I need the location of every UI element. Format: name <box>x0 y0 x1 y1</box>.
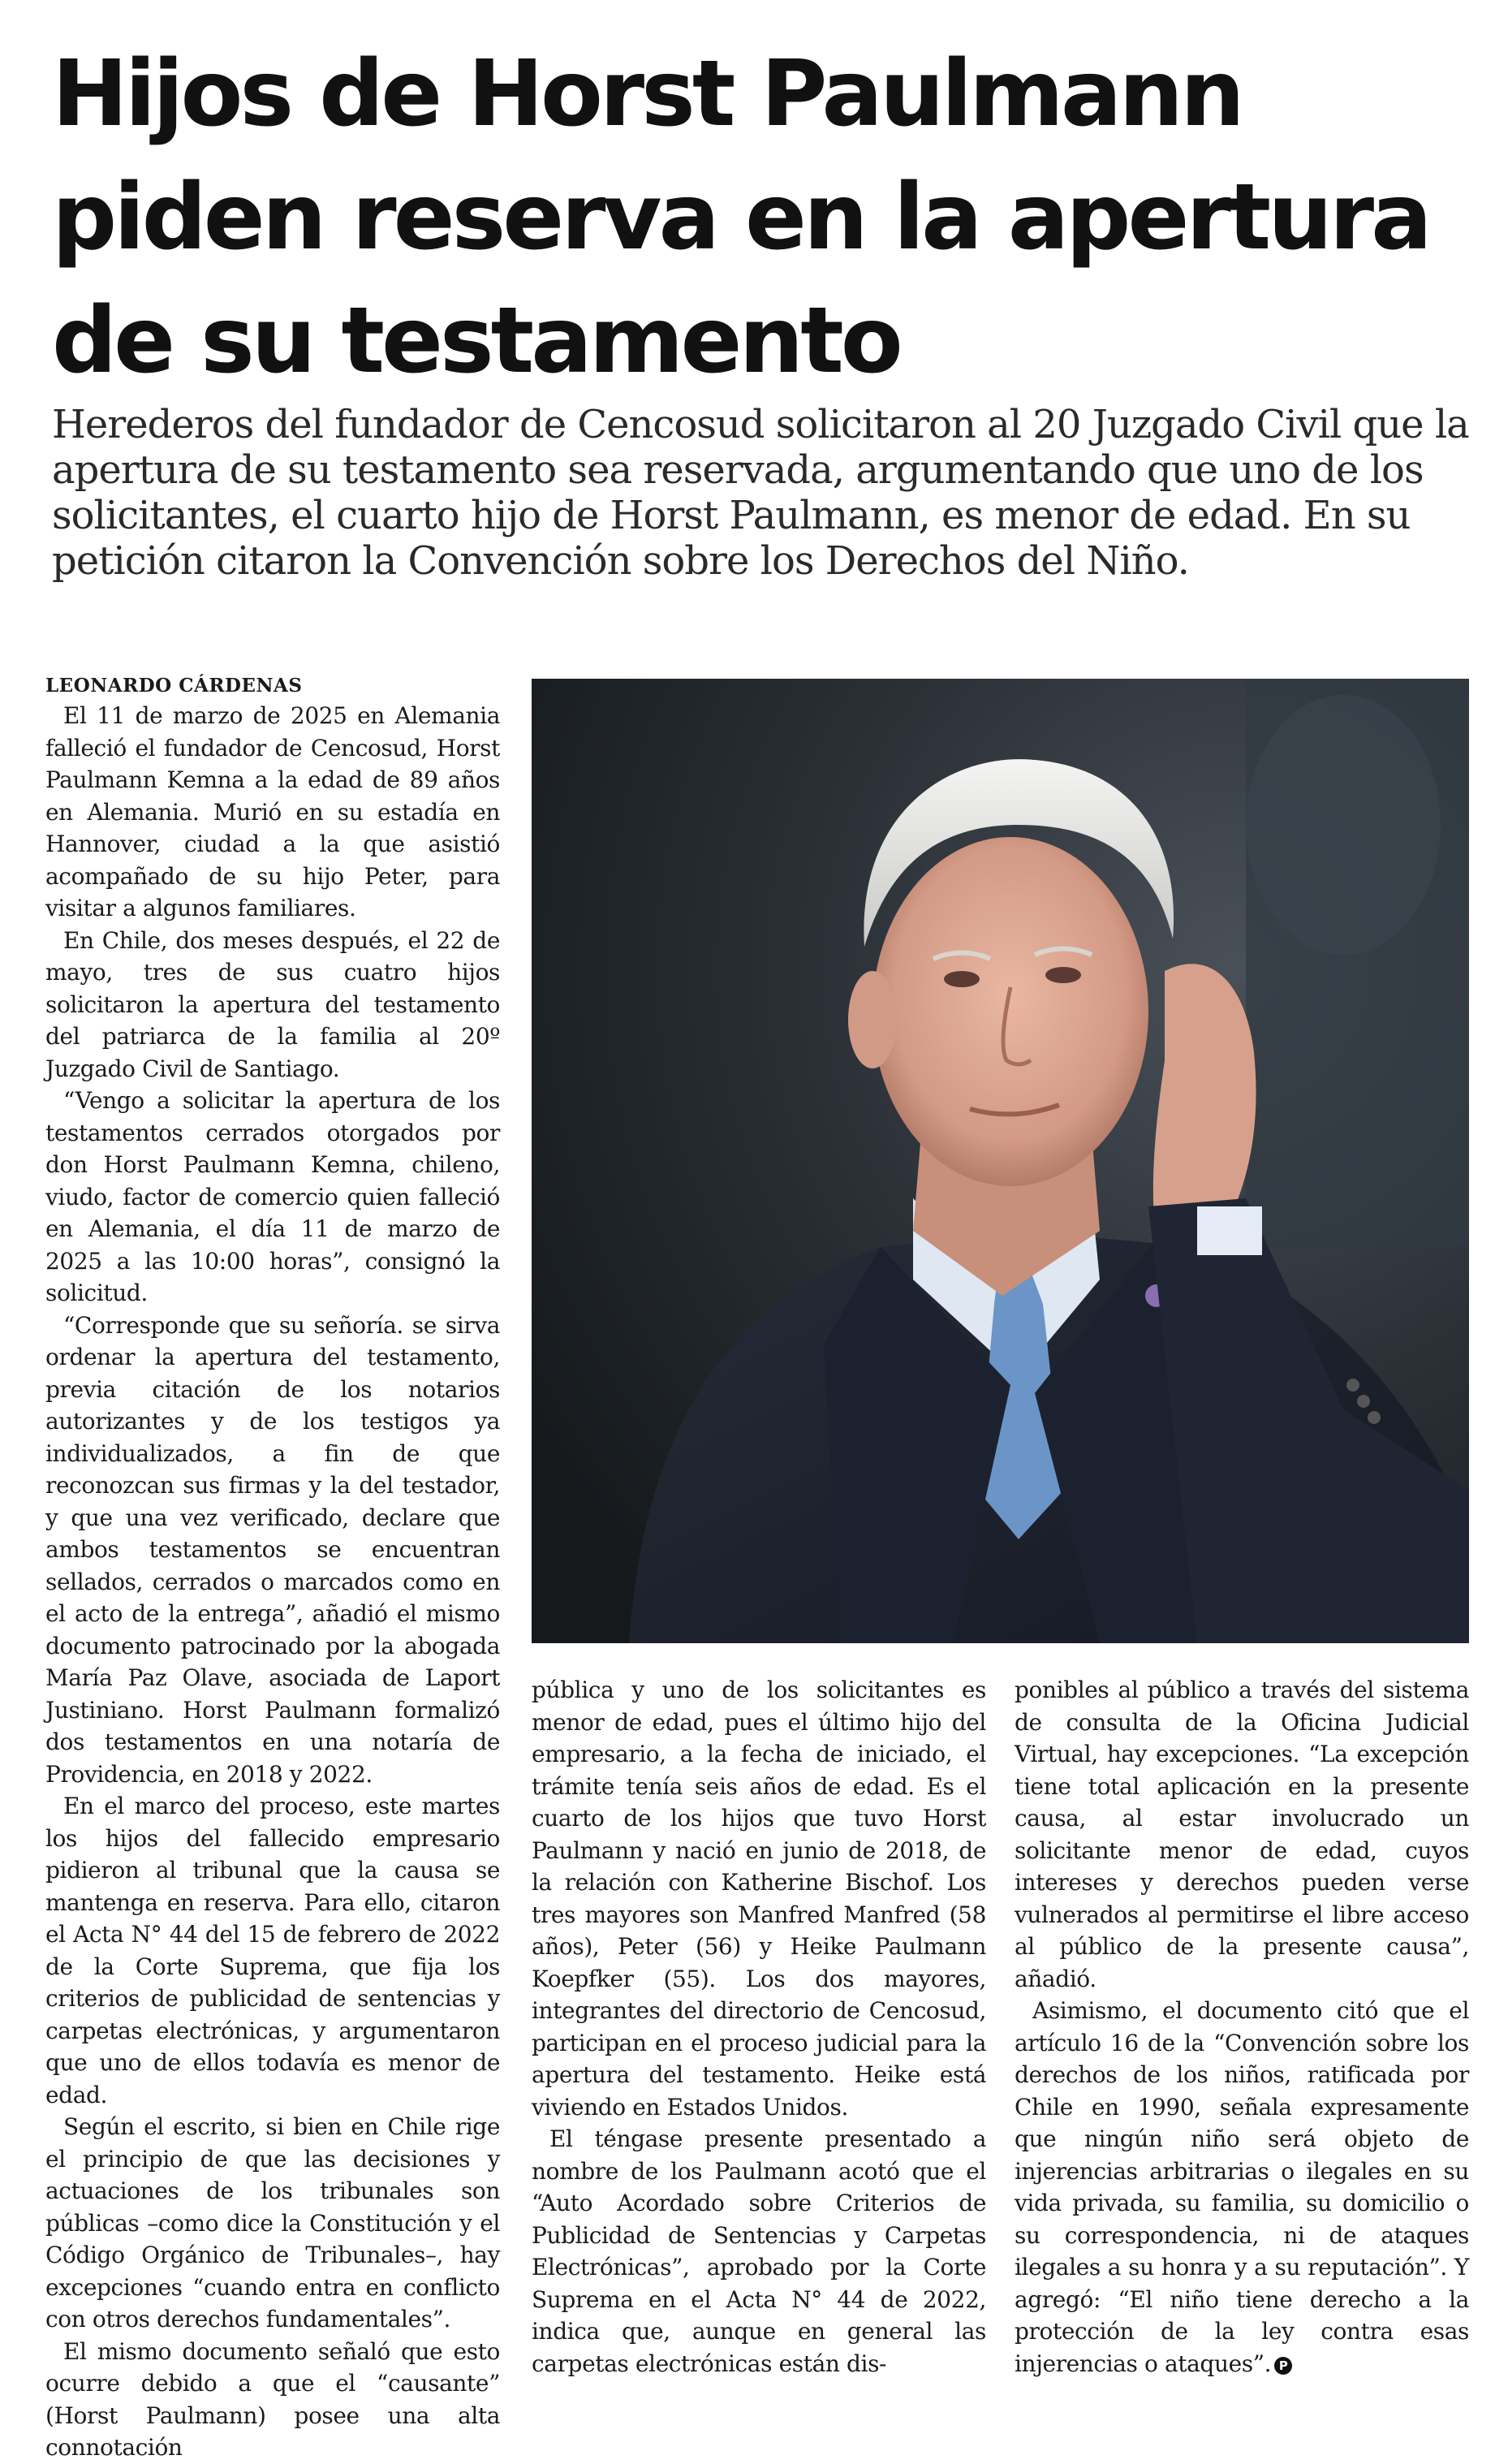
paragraph: En el marco del proceso, este martes los hijos del fallecido empresario pidieron al tribunal que la causa se mantenga en reserva. Para ello, citaron el Acta N° 44 del 15 de febrero de 2022 de la Corte Suprema, que fija los criterios de publicidad de sentencias y carpetas electrónicas, y argumentaron que uno de ellos todavía es menor de edad. <box>45 1793 500 2108</box>
paragraph: ponibles al público a través del sistema de consulta de la Oficina Judicial Virtual, hay excepciones. “La excepción tiene total aplicación en la presente causa, al estar involucrado un solicitante menor de edad, cuyos intereses y derechos pueden verse vulnerados al permitirse el libre acceso al público de la presente causa”, añadió. <box>1015 1676 1469 1992</box>
paragraph: El téngase presente presentado a nombre de los Paulmann acotó que el “Auto Acordado sobre Criterios de Publicidad de Sentencias y Carpetas Electrónicas”, aprobado por la Corte Suprema en el Acta N° 44 de 2022, indica que, aunque en general las carpetas electrónicas están dis- <box>532 2125 986 2377</box>
byline: LEONARDO CÁRDENAS <box>45 675 303 697</box>
article-column-1 <box>45 672 500 2464</box>
headline: Hijos de Horst Paulmann piden reserva en la apertura de su testamento <box>52 41 1429 394</box>
deck: Herederos del fundador de Cencosud solicitaron al 20 Juzgado Civil que la apertura de su testamento sea reservada, argumentando que uno de los solicitantes, el cuarto hijo de Horst Paulmann, es menor de edad. En su petición citaron la Convención sobre los Derechos del Niño. <box>52 402 1469 584</box>
paragraph: El mismo documento señaló que esto ocurre debido a que el “causante” (Horst Paulmann) posee una alta connotación <box>45 2337 500 2461</box>
paragraph-text: Asimismo, el documento citó que el artículo 16 de la “Convención sobre los derechos de los niños, ratificada por Chile en 1990, señala expresamente que ningún niño será objeto de injerencias arbitrarias o ilegales en su vida privada, su familia, su domicilio o su correspondencia, ni de ataques ilegales a su honra y a su reputación”. Y agregó: “El niño tiene derecho a la protección de la ley contra esas injerencias o ataques”. <box>1015 1997 1469 2377</box>
paragraph: El 11 de marzo de 2025 en Alemania falleció el fundador de Cencosud, Horst Paulmann Kemna a la edad de 89 años en Alemania. Murió en su estadía en Hannover, ciudad a la que asistió acompañado de su hijo Peter, para visitar a algunos familiares. <box>45 702 500 921</box>
article-column-2 <box>532 1674 986 2380</box>
end-of-article-mark: P <box>1274 2357 1292 2375</box>
paragraph: “Vengo a solicitar la apertura de los testamentos cerrados otorgados por don Horst Paulmann Kemna, chileno, viudo, factor de comercio quien falleció en Alemania, el día 11 de marzo de 2025 a las 10:00 horas”, consignó la solicitud. <box>45 1087 500 1306</box>
paragraph: Según el escrito, si bien en Chile rige el principio de que las decisiones y actuaciones de los tribunales son públicas –como dice la Constitución y el Código Orgánico de Tribunales–, hay excepciones “cuando entra en conflicto con otros derechos fundamentales”. <box>45 2113 500 2332</box>
article-photo <box>532 679 1469 1643</box>
paragraph: “Corresponde que su señoría. se sirva ordenar la apertura del testamento, previa citación de los notarios autorizantes y de los testigos ya individualizados, a fin de que reconozcan sus firmas y la del testador, y que una vez verificado, declare que ambos testamentos se encuentran sellados, cerrados o marcados como en el acto de la entrega”, añadió el mismo documento patrocinado por la abogada María Paz Olave, asociada de Laport Justiniano. Horst Paulmann formalizó dos testamentos en una notaría de Providencia, en 2018 y 2022. <box>45 1311 500 1788</box>
paragraph <box>1015 1995 1469 2380</box>
paragraph: En Chile, dos meses después, el 22 de mayo, tres de sus cuatro hijos solicitaron la apertura del testamento del patriarca de la familia al 20º Juzgado Civil de Santiago. <box>45 926 500 1082</box>
paragraph: pública y uno de los solicitantes es menor de edad, pues el último hijo del empresario, a la fecha de iniciado, el trámite tenía seis años de edad. Es el cuarto de los hijos que tuvo Horst Paulmann y nació en junio de 2018, de la relación con Katherine Bischof. Los tres mayores son Manfred Manfred (58 años), Peter (56) y Heike Paulmann Koepfker (55). Los dos mayores, integrantes del directorio de Cencosud, participan en el proceso judicial para la apertura del testamento. Heike está viviendo en Estados Unidos. <box>532 1676 986 2121</box>
photo-illustration <box>532 679 1469 1643</box>
article-column-3 <box>1015 1674 1469 2380</box>
